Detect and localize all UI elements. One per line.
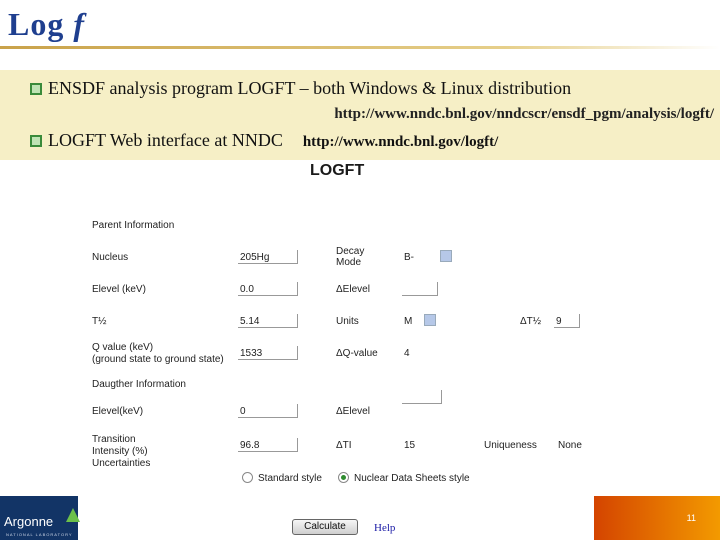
delta-ti-value: 15: [404, 440, 416, 451]
delta-thalf-label: ΔT½: [520, 316, 542, 327]
nds-style-radio[interactable]: [338, 472, 349, 483]
web-interface-url[interactable]: http://www.nndc.bnl.gov/logft/: [302, 134, 499, 150]
calculate-button[interactable]: Calculate: [292, 519, 358, 535]
transition-label: [92, 434, 148, 458]
units-value: M: [404, 316, 413, 327]
daughter-elevel-input[interactable]: [238, 404, 298, 418]
delta-ti-label: ΔTI: [336, 440, 352, 451]
qvalue-label-text: Q value (keV): [92, 342, 154, 353]
nucleus-value: 205Hg: [240, 252, 270, 263]
transition-label-sub: Intensity (%): [92, 446, 148, 457]
transition-value: 96.8: [240, 440, 260, 451]
daughter-section-heading: Daugther Information: [92, 379, 186, 390]
elevel-value: 0.0: [240, 284, 254, 295]
delta-elevel-input[interactable]: [402, 282, 438, 296]
daughter-elevel-label: Elevel(keV): [92, 406, 144, 417]
help-link[interactable]: Help: [374, 522, 396, 534]
delta-q-label: ΔQ-value: [336, 348, 378, 359]
logo-triangle-icon: [66, 508, 80, 522]
elevel-label: Elevel (keV): [92, 284, 146, 295]
qvalue-label: [92, 342, 224, 366]
page-number: 11: [686, 513, 696, 523]
title-symbol: f: [73, 6, 85, 42]
transition-label-text: Transition: [92, 434, 136, 445]
delta-elevel-label: ΔElevel: [336, 284, 370, 295]
uniqueness-value[interactable]: None: [558, 440, 582, 451]
checkbox-bullet-icon: [30, 83, 42, 95]
units-label: Units: [336, 316, 359, 327]
standard-style-label: Standard style: [258, 473, 322, 484]
distribution-url[interactable]: http://www.nndc.bnl.gov/nndcscr/ensdf_pgm/analysis/logft/: [334, 106, 714, 122]
delta-q-value: 4: [404, 348, 410, 359]
page-number-band: [594, 496, 720, 540]
bullet-1: [30, 78, 571, 99]
bullet-2-text: LOGFT Web interface at NNDC: [48, 130, 283, 150]
nucleus-label: Nucleus: [92, 252, 129, 263]
parent-section-heading: Parent Information: [92, 220, 175, 231]
daughter-elevel-value: 0: [240, 406, 246, 417]
daughter-delta-elevel-label: ΔElevel: [336, 406, 370, 417]
logo-subtext: NATIONAL LABORATORY: [6, 532, 73, 537]
qvalue-label-sub: (ground state to ground state): [92, 354, 224, 365]
uniqueness-label: Uniqueness: [484, 440, 537, 451]
title-text: Log: [8, 6, 65, 42]
logo-text: Argonne: [4, 514, 54, 529]
bullet-1-text: ENSDF analysis program LOGFT – both Windows & Linux distribution: [48, 78, 572, 98]
qvalue-value: 1533: [240, 348, 263, 359]
title-rule: [0, 46, 720, 49]
decay-mode-value: B-: [404, 252, 414, 263]
thalf-label: T½: [92, 316, 107, 327]
delta-thalf-value: 9: [556, 316, 562, 327]
logft-form: [90, 160, 600, 520]
uncertainties-label: Uncertainties: [92, 458, 151, 469]
decay-mode-label: Decay Mode: [336, 246, 365, 268]
checkbox-bullet-icon: [30, 135, 42, 147]
standard-style-radio[interactable]: [242, 472, 253, 483]
nds-style-label: Nuclear Data Sheets style: [354, 473, 470, 484]
form-title: LOGFT: [310, 162, 365, 179]
decay-mode-select[interactable]: [440, 250, 452, 262]
thalf-value: 5.14: [240, 316, 260, 327]
units-select[interactable]: [424, 314, 436, 326]
bullet-2: [30, 130, 498, 151]
daughter-delta-elevel-input[interactable]: [402, 390, 442, 404]
slide-title: [8, 6, 85, 43]
